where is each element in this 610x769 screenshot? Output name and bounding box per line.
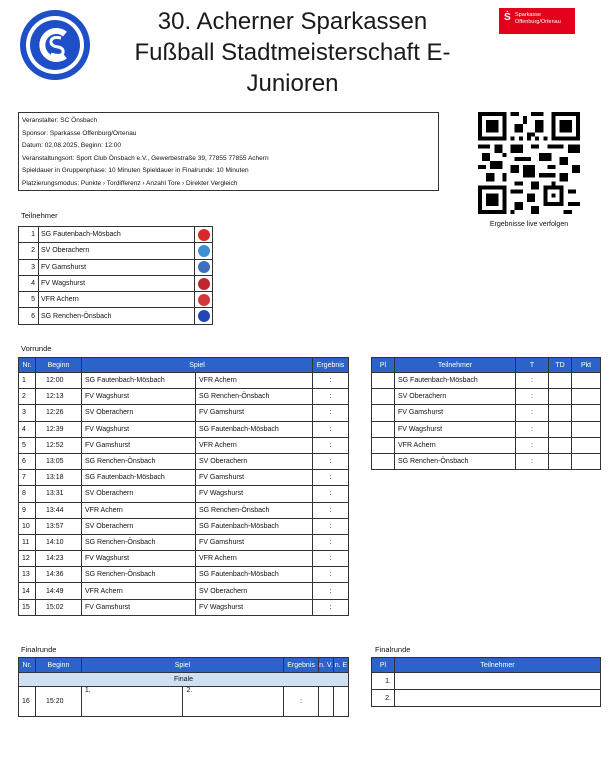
standings-pkt [572, 421, 601, 437]
participants-heading: Teilnehmer [21, 211, 58, 220]
game-result: : [313, 534, 349, 550]
standings-goals: : [516, 389, 549, 405]
participant-nr: 5 [19, 292, 39, 308]
qr-code[interactable] [478, 112, 580, 214]
participant-row [19, 243, 213, 259]
game-ne [333, 687, 348, 717]
game-result: : [313, 437, 349, 453]
game-home: FV Gamshurst [82, 599, 196, 615]
club-crest-icon [198, 261, 210, 273]
standings-goals: : [516, 421, 549, 437]
participant-row [19, 275, 213, 291]
game-nr: 14 [19, 583, 36, 599]
col-t: T [516, 358, 549, 373]
standings-row [372, 453, 601, 469]
club-crest-icon [198, 310, 210, 322]
final-placing-heading: Finalrunde [375, 645, 411, 654]
game-time: 12:26 [36, 405, 82, 421]
game-nr: 2 [19, 389, 36, 405]
game-nr: 11 [19, 534, 36, 550]
standings-team: SV Oberachern [395, 389, 516, 405]
participant-crest-cell [195, 243, 213, 259]
game-result: : [313, 389, 349, 405]
game-time: 12:52 [36, 437, 82, 453]
game-away: SG Renchen-Önsbach [196, 502, 313, 518]
title-line-1: 30. Acherner Sparkassen [157, 8, 428, 35]
final-game-row [19, 687, 349, 717]
game-nr: 5 [19, 437, 36, 453]
standings-pl [372, 405, 395, 421]
final-placing-table [371, 657, 601, 707]
game-row [19, 502, 349, 518]
participant-name: SG Fautenbach-Mösbach [39, 227, 195, 243]
game-result: : [313, 518, 349, 534]
game-row [19, 599, 349, 615]
event-info-box [18, 112, 439, 191]
club-crest-icon [198, 294, 210, 306]
game-away: FV Gamshurst [196, 470, 313, 486]
game-away: FV Gamshurst [196, 405, 313, 421]
participant-crest-cell [195, 259, 213, 275]
participant-row [19, 308, 213, 324]
standings-team: SG Renchen-Önsbach [395, 453, 516, 469]
col-ergebnis: Ergebnis [313, 358, 349, 373]
standings-row [372, 405, 601, 421]
club-logo [18, 8, 92, 82]
col-spiel: Spiel [81, 658, 283, 673]
standings-team: FV Gamshurst [395, 405, 516, 421]
info-date: Datum: 02.08.2025, Beginn: 12:00 [22, 142, 122, 150]
final-round-heading: Finalrunde [21, 645, 57, 654]
title-line-3: Junioren [246, 70, 339, 97]
game-time: 12:13 [36, 389, 82, 405]
game-slot-2: 2. [183, 687, 284, 717]
game-time: 13:18 [36, 470, 82, 486]
game-result: : [313, 405, 349, 421]
game-away: SG Fautenbach-Mösbach [196, 518, 313, 534]
game-row [19, 453, 349, 469]
standings-td [549, 421, 572, 437]
game-nr: 10 [19, 518, 36, 534]
standings-td [549, 437, 572, 453]
standings-pl [372, 373, 395, 389]
game-away: SG Fautenbach-Mösbach [196, 567, 313, 583]
game-away: VFR Achern [196, 373, 313, 389]
game-home: FV Wagshurst [82, 551, 196, 567]
game-away: SG Fautenbach-Mösbach [196, 421, 313, 437]
standings-row [372, 421, 601, 437]
game-home: SV Oberachern [82, 486, 196, 502]
game-row [19, 470, 349, 486]
game-time: 14:36 [36, 567, 82, 583]
qr-caption: Ergebnisse live verfolgen [489, 221, 569, 228]
game-row [19, 437, 349, 453]
col-beginn: Beginn [36, 358, 82, 373]
final-place-pl: 2. [372, 690, 395, 707]
participant-crest-cell [195, 292, 213, 308]
game-home: VFR Achern [82, 583, 196, 599]
standings-row [372, 373, 601, 389]
game-result: : [313, 486, 349, 502]
standings-pkt [572, 405, 601, 421]
participant-nr: 2 [19, 243, 39, 259]
participant-crest-cell [195, 275, 213, 291]
participant-nr: 3 [19, 259, 39, 275]
game-time: 13:44 [36, 502, 82, 518]
sponsor-logo-line-2: Offenburg/Ortenau [515, 18, 561, 25]
game-away: FV Gamshurst [196, 534, 313, 550]
game-home: SG Renchen-Önsbach [82, 567, 196, 583]
game-nr: 9 [19, 502, 36, 518]
standings-goals: : [516, 405, 549, 421]
participant-name: VFR Achern [39, 292, 195, 308]
col-pl: Pl [372, 358, 395, 373]
game-home: SG Fautenbach-Mösbach [82, 470, 196, 486]
standings-td [549, 453, 572, 469]
game-nr: 4 [19, 421, 36, 437]
game-nr: 7 [19, 470, 36, 486]
game-nr: 15 [19, 599, 36, 615]
standings-row [372, 437, 601, 453]
game-home: FV Wagshurst [82, 389, 196, 405]
final-place-pl: 1. [372, 673, 395, 690]
col-ne: n. E [333, 658, 348, 673]
game-row [19, 421, 349, 437]
club-crest-icon [198, 245, 210, 257]
participant-crest-cell [195, 227, 213, 243]
standings-td [549, 373, 572, 389]
standings-team: FV Wagshurst [395, 421, 516, 437]
page-title [100, 6, 485, 99]
standings-pkt [572, 453, 601, 469]
final-place-team [395, 690, 601, 707]
game-row [19, 389, 349, 405]
standings-td [549, 389, 572, 405]
game-row [19, 534, 349, 550]
game-time: 15:20 [35, 687, 81, 717]
game-row [19, 518, 349, 534]
final-round-table [18, 657, 349, 717]
game-result: : [313, 470, 349, 486]
standings-td [549, 405, 572, 421]
round-name: Finale [19, 673, 349, 687]
game-nr: 3 [19, 405, 36, 421]
standings-pkt [572, 389, 601, 405]
info-duration: Spieldauer in Gruppenphase: 10 Minuten Spieldauer in Finalrunde: 10 Minuten [22, 167, 249, 175]
final-place-row [372, 690, 601, 707]
game-away: VFR Achern [196, 551, 313, 567]
participant-name: FV Gamshurst [39, 259, 195, 275]
game-time: 14:49 [36, 583, 82, 599]
col-pl: Pl [372, 658, 395, 673]
game-home: SV Oberachern [82, 518, 196, 534]
participant-crest-cell [195, 308, 213, 324]
club-crest-icon [198, 278, 210, 290]
participants-list [18, 226, 213, 325]
game-result: : [313, 567, 349, 583]
final-place-row [372, 673, 601, 690]
game-row [19, 567, 349, 583]
game-time: 13:57 [36, 518, 82, 534]
info-organizer: Veranstalter: SC Önsbach [22, 117, 98, 124]
col-nr: Nr. [19, 658, 36, 673]
col-spiel: Spiel [82, 358, 313, 373]
game-home: SV Oberachern [82, 405, 196, 421]
col-nv: n. V. [319, 658, 334, 673]
col-beginn: Beginn [35, 658, 81, 673]
game-home: VFR Achern [82, 502, 196, 518]
standings-pl [372, 453, 395, 469]
game-time: 13:31 [36, 486, 82, 502]
game-result: : [313, 502, 349, 518]
col-td: TD [549, 358, 572, 373]
game-time: 13:05 [36, 453, 82, 469]
game-home: SG Renchen-Önsbach [82, 453, 196, 469]
info-venue: Veranstaltungsort: Sport Club Önsbach e.V., Gewerbestraße 39, 77855 77855 Achern [22, 154, 269, 162]
col-teilnehmer: Teilnehmer [395, 358, 516, 373]
participant-row [19, 227, 213, 243]
game-home: SG Renchen-Önsbach [82, 534, 196, 550]
game-result: : [313, 373, 349, 389]
game-away: FV Wagshurst [196, 486, 313, 502]
game-away: SV Oberachern [196, 453, 313, 469]
game-row [19, 583, 349, 599]
standings-pl [372, 389, 395, 405]
participant-row [19, 259, 213, 275]
game-slot-1: 1. [81, 687, 183, 717]
game-time: 14:23 [36, 551, 82, 567]
standings-team: SG Fautenbach-Mösbach [395, 373, 516, 389]
participant-name: FV Wagshurst [39, 275, 195, 291]
game-result: : [313, 421, 349, 437]
game-result: : [313, 583, 349, 599]
sponsor-logo-line-1: Sparkasse [515, 12, 541, 18]
col-ergebnis: Ergebnis [284, 658, 319, 673]
participant-nr: 6 [19, 308, 39, 324]
standings-pkt [572, 437, 601, 453]
game-time: 12:00 [36, 373, 82, 389]
game-time: 14:10 [36, 534, 82, 550]
game-home: FV Wagshurst [82, 421, 196, 437]
game-result: : [313, 551, 349, 567]
standings-pl [372, 421, 395, 437]
info-ranking-mode: Platzierungsmodus: Punkte › Tordifferenz › Anzahl Tore › Direkter Vergleich [22, 179, 238, 187]
game-home: SG Fautenbach-Mösbach [82, 373, 196, 389]
info-sponsor: Sponsor: Sparkasse Offenburg/Ortenau [22, 129, 137, 137]
standings-goals: : [516, 453, 549, 469]
standings-goals: : [516, 437, 549, 453]
game-result: : [313, 453, 349, 469]
standings-goals: : [516, 373, 549, 389]
game-time: 15:02 [36, 599, 82, 615]
game-nr: 13 [19, 567, 36, 583]
participant-nr: 1 [19, 227, 39, 243]
game-home: FV Gamshurst [82, 437, 196, 453]
sponsor-logo [499, 8, 575, 34]
game-time: 12:39 [36, 421, 82, 437]
game-away: SG Renchen-Önsbach [196, 389, 313, 405]
game-row [19, 486, 349, 502]
club-crest-icon [198, 229, 210, 241]
game-nr: 1 [19, 373, 36, 389]
group-stage-heading: Vorrunde [21, 344, 52, 353]
sparkasse-s-icon: Ṡ [504, 12, 511, 23]
game-result: : [284, 687, 319, 717]
game-nr: 6 [19, 453, 36, 469]
game-row [19, 373, 349, 389]
standings-row [372, 389, 601, 405]
game-away: VFR Achern [196, 437, 313, 453]
standings-pkt [572, 373, 601, 389]
game-nr: 16 [19, 687, 36, 717]
final-place-team [395, 673, 601, 690]
standings-team: VFR Achern [395, 437, 516, 453]
group-stage-table [18, 357, 349, 616]
game-nr: 8 [19, 486, 36, 502]
game-row [19, 405, 349, 421]
participant-nr: 4 [19, 275, 39, 291]
standings-table [371, 357, 601, 470]
round-name-row [19, 673, 349, 687]
col-nr: Nr. [19, 358, 36, 373]
game-row [19, 551, 349, 567]
title-line-2: Fußball Stadtmeisterschaft E- [134, 39, 451, 66]
participant-name: SG Renchen-Önsbach [39, 308, 195, 324]
game-nr: 12 [19, 551, 36, 567]
game-nv [319, 687, 334, 717]
col-pkt: Pkt [572, 358, 601, 373]
participant-row [19, 292, 213, 308]
game-away: SV Oberachern [196, 583, 313, 599]
col-teilnehmer: Teilnehmer [395, 658, 601, 673]
participant-name: SV Oberachern [39, 243, 195, 259]
standings-pl [372, 437, 395, 453]
game-away: FV Wagshurst [196, 599, 313, 615]
game-result: : [313, 599, 349, 615]
